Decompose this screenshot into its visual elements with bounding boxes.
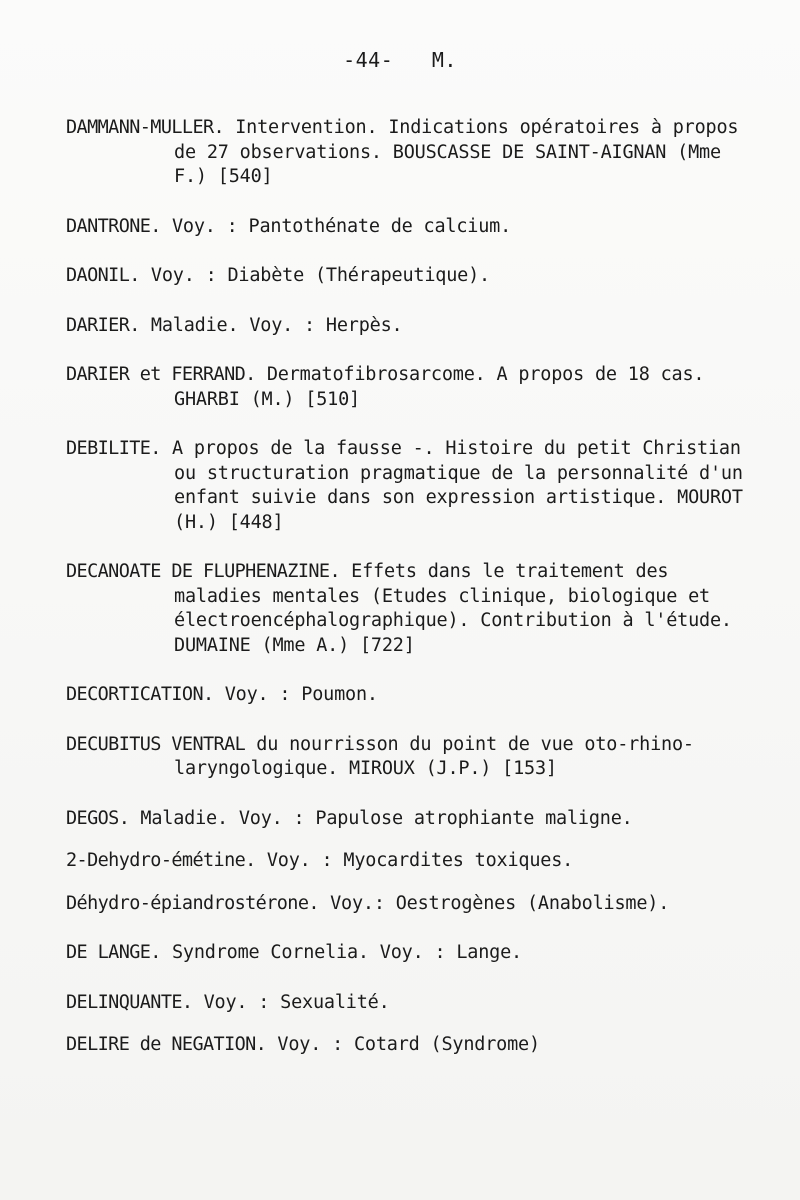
entry-term: DELINQUANTE. <box>66 991 193 1013</box>
index-entries <box>66 116 746 1083</box>
entry-term: DEBILITE. <box>66 438 161 459</box>
entry-text: Voy. : Cotard (Syndrome) <box>277 1034 540 1055</box>
index-letter: M. <box>431 48 457 72</box>
entry-text: Dermatofibrosarcome. A propos de 18 cas. GHARBI (M.) [510] <box>174 364 705 410</box>
entry-term: DECORTICATION. <box>66 684 214 705</box>
entry-text: Voy. : Pantothénate de calcium. <box>171 215 512 237</box>
entry-term: DE LANGE. <box>66 942 161 963</box>
index-entry <box>66 941 746 966</box>
index-entry <box>66 1033 746 1058</box>
page-header <box>0 48 800 72</box>
index-entry <box>66 807 746 832</box>
entry-text: Voy. : Sexualité. <box>203 991 390 1013</box>
entry-term: DANTRONE. <box>66 215 161 237</box>
index-entry <box>66 215 746 240</box>
entry-text: Voy. : Myocardites toxiques. <box>266 850 574 871</box>
entry-text: Voy.: Oestrogènes (Anabolisme). <box>330 892 670 914</box>
entry-term: DAONIL. <box>66 265 140 286</box>
entry-term: DEGOS. <box>66 807 130 829</box>
index-entry <box>66 991 746 1016</box>
entry-text: A propos de la fausse -. Histoire du petit Christian ou structuration pragmatique de la personnalité d'un enfant suivie dans son expression artistique. MOUROT (H.) [448] <box>171 438 743 533</box>
entry-term: Déhydro-épiandrostérone. <box>66 892 319 914</box>
entry-text: Maladie. Voy. : Papulose atrophiante maligne. <box>140 807 633 829</box>
index-entry <box>66 363 746 412</box>
entry-text: Intervention. Indications opératoires à propos de 27 observations. BOUSCASSE DE SAINT-AIGNAN (Mme F.) [540] <box>174 117 739 187</box>
index-entry <box>66 849 746 874</box>
entry-text: Syndrome Cornelia. Voy. : Lange. <box>171 942 522 963</box>
index-entry <box>66 733 746 782</box>
entry-term: DARIER. <box>66 314 140 336</box>
entry-text: du nourrisson du point de vue oto-rhino-laryngologique. MIROUX (J.P.) [153] <box>174 733 694 779</box>
entry-text: Effets dans le traitement des maladies mentales (Etudes clinique, biologique et électroencéphalographique). Contribution à l'étude. DUMAINE (Mme A.) [722] <box>174 561 732 656</box>
index-entry <box>66 892 746 917</box>
entry-term: 2-Dehydro-émétine. <box>66 850 256 871</box>
page-number: -44- <box>343 48 394 72</box>
entry-text: Maladie. Voy. : Herpès. <box>150 314 403 336</box>
entry-text: Voy. : Poumon. <box>224 684 378 705</box>
entry-term: DAMMANN-MULLER. <box>66 117 225 138</box>
entry-term: DARIER et FERRAND. <box>66 364 256 385</box>
index-entry <box>66 683 746 708</box>
entry-term: DECUBITUS VENTRAL <box>66 733 246 755</box>
index-entry <box>66 116 746 190</box>
index-entry <box>66 264 746 289</box>
index-entry <box>66 314 746 339</box>
index-entry <box>66 560 746 658</box>
entry-term: DELIRE de NEGATION. <box>66 1034 267 1055</box>
entry-text: Voy. : Diabète (Thérapeutique). <box>150 265 490 286</box>
index-entry <box>66 437 746 535</box>
entry-term: DECANOATE DE FLUPHENAZINE. <box>66 561 340 582</box>
